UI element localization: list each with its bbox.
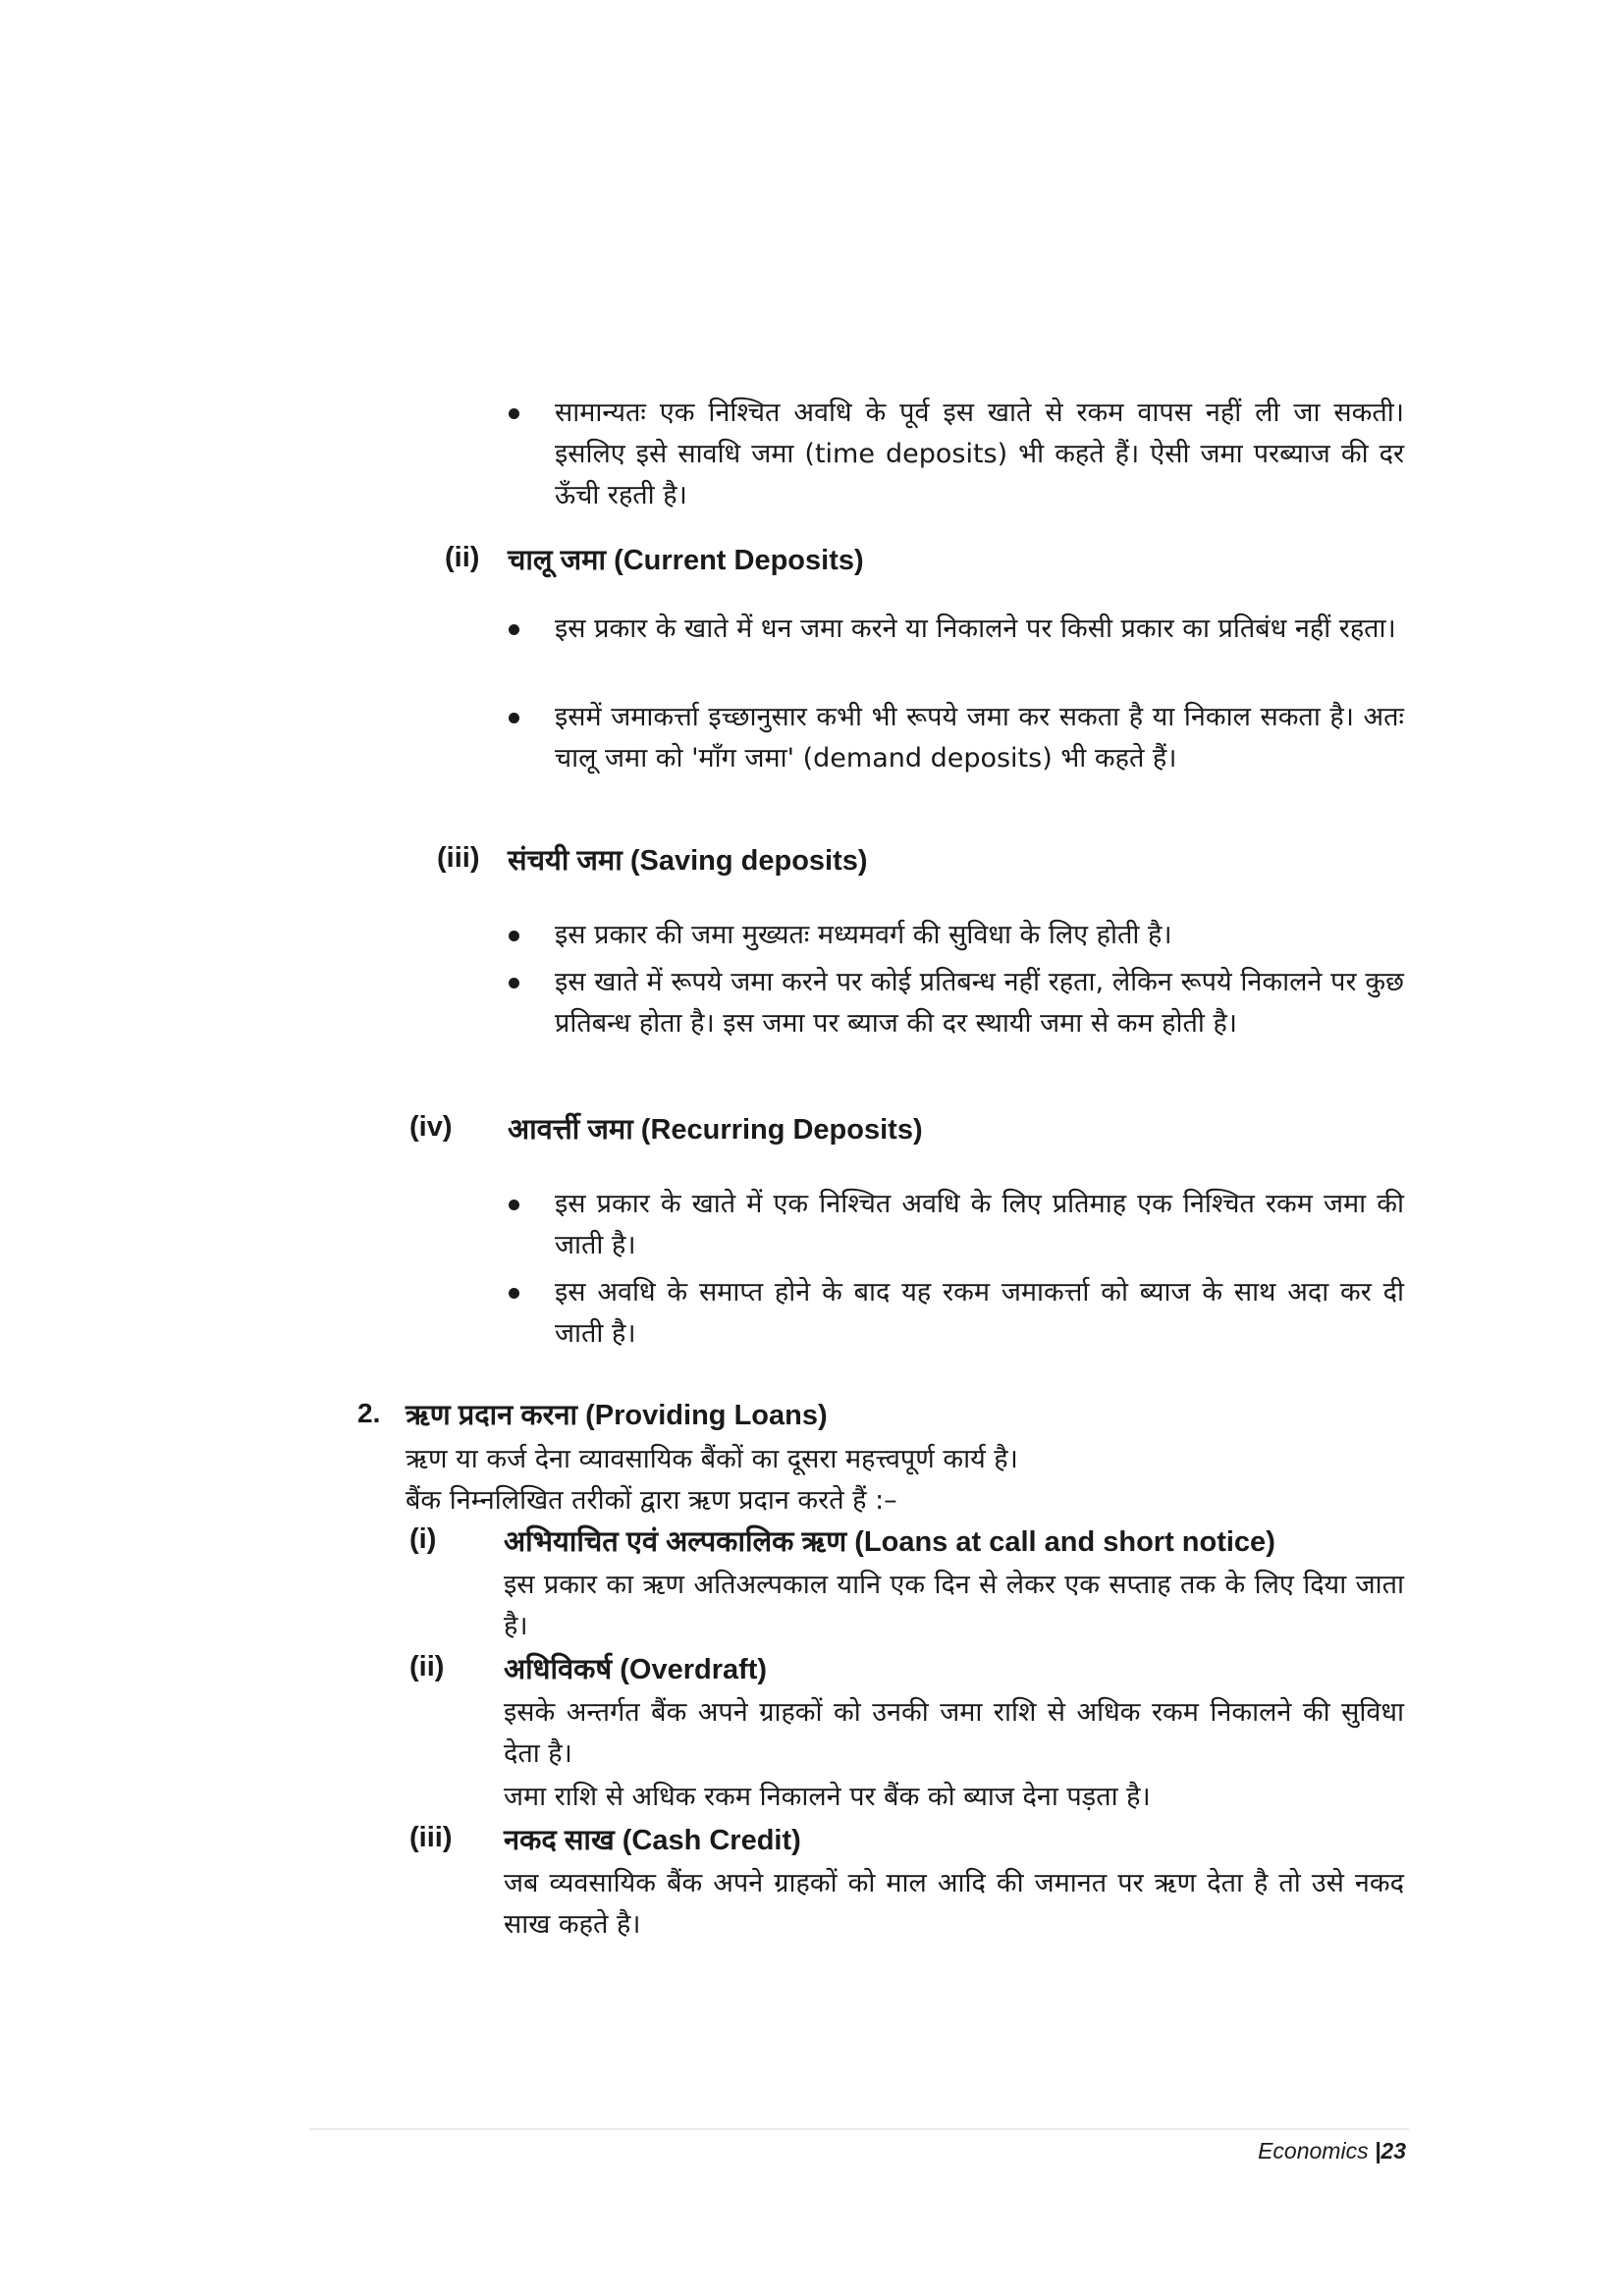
- section-number: (iii): [437, 842, 480, 874]
- section-heading: ऋण प्रदान करना (Providing Loans): [406, 1400, 828, 1431]
- paragraph: सामान्यतः एक निश्चित अवधि के पूर्व इस खाते से रकम वापस नहीं ली जा सकती। इसलिए इसे सावधि जमा (time deposits) भी कहते हैं। ऐसी जमा परब्याज की दर ऊँची रहती है।: [555, 398, 1404, 510]
- section-number: 2.: [357, 1398, 381, 1428]
- paragraph: बैंक निम्नलिखित तरीकों द्वारा ऋण प्रदान करते हैं :–: [406, 1485, 897, 1516]
- item-number: (iii): [409, 1822, 453, 1853]
- paragraph: इस खाते में रूपये जमा करने पर कोई प्रतिबन्ध नहीं रहता, लेकिन रूपये निकालने पर कुछ प्रतिबन्ध होता है। इस जमा पर ब्याज की दर स्थायी जमा से कम होती है।: [555, 967, 1404, 1039]
- bullet-icon: [509, 713, 519, 723]
- bullet-icon: [509, 931, 519, 941]
- bullet-icon: [509, 408, 519, 419]
- paragraph: इसके अन्तर्गत बैंक अपने ग्राहकों को उनकी जमा राशि से अधिक रकम निकालने की सुविधा देता है।: [504, 1697, 1404, 1769]
- footer-divider: [309, 2128, 1409, 2130]
- paragraph: इस प्रकार के खाते में धन जमा करने या निकालने पर किसी प्रकार का प्रतिबंध नहीं रहता।: [555, 614, 1396, 644]
- footer-subject: Economics: [1258, 2138, 1369, 2163]
- section-number: (iv): [409, 1111, 453, 1143]
- section-number: (ii): [445, 542, 480, 573]
- page-number: 23: [1380, 2138, 1406, 2163]
- paragraph: इस प्रकार की जमा मुख्यतः मध्यमवर्ग की सुविधा के लिए होती है।: [555, 920, 1172, 950]
- page-footer: [1258, 2138, 1406, 2164]
- bullet-icon: [509, 1288, 519, 1299]
- item-number: (ii): [409, 1651, 445, 1682]
- paragraph: इसमें जमाकर्त्ता इच्छानुसार कभी भी रूपये जमा कर सकता है या निकाल सकता है। अतः चालू जमा को 'माँग जमा' (demand deposits) भी कहते हैं।: [555, 702, 1404, 774]
- item-heading: अधिविकर्ष (Overdraft): [504, 1654, 768, 1685]
- footer-separator: |: [1374, 2138, 1381, 2163]
- section-heading: चालू जमा (Current Deposits): [508, 545, 864, 576]
- section-heading: आवर्त्ती जमा (Recurring Deposits): [508, 1114, 923, 1146]
- paragraph: इस प्रकार का ऋण अतिअल्पकाल यानि एक दिन से लेकर एक सप्ताह तक के लिए दिया जाता है।: [504, 1570, 1404, 1641]
- bullet-icon: [509, 624, 519, 635]
- paragraph: इस प्रकार के खाते में एक निश्चित अवधि के लिए प्रतिमाह एक निश्चित रकम जमा की जाती है।: [555, 1189, 1404, 1260]
- item-number: (i): [409, 1523, 437, 1555]
- paragraph: इस अवधि के समाप्त होने के बाद यह रकम जमाकर्त्ता को ब्याज के साथ अदा कर दी जाती है।: [555, 1277, 1404, 1349]
- paragraph: जब व्यवसायिक बैंक अपने ग्राहकों को माल आदि की जमानत पर ऋण देता है तो उसे नकद साख कहते है।: [504, 1868, 1404, 1940]
- bullet-icon: [509, 1200, 519, 1210]
- paragraph: जमा राशि से अधिक रकम निकालने पर बैंक को ब्याज देना पड़ता है।: [504, 1782, 1151, 1812]
- section-heading: संचयी जमा (Saving deposits): [508, 845, 868, 877]
- item-heading: अभियाचित एवं अल्पकालिक ऋण (Loans at call and short notice): [504, 1526, 1275, 1558]
- paragraph: ऋण या कर्ज देना व्यावसायिक बैंकों का दूसरा महत्त्वपूर्ण कार्य है।: [406, 1444, 1018, 1474]
- bullet-icon: [509, 978, 519, 988]
- item-heading: नकद साख (Cash Credit): [504, 1825, 801, 1856]
